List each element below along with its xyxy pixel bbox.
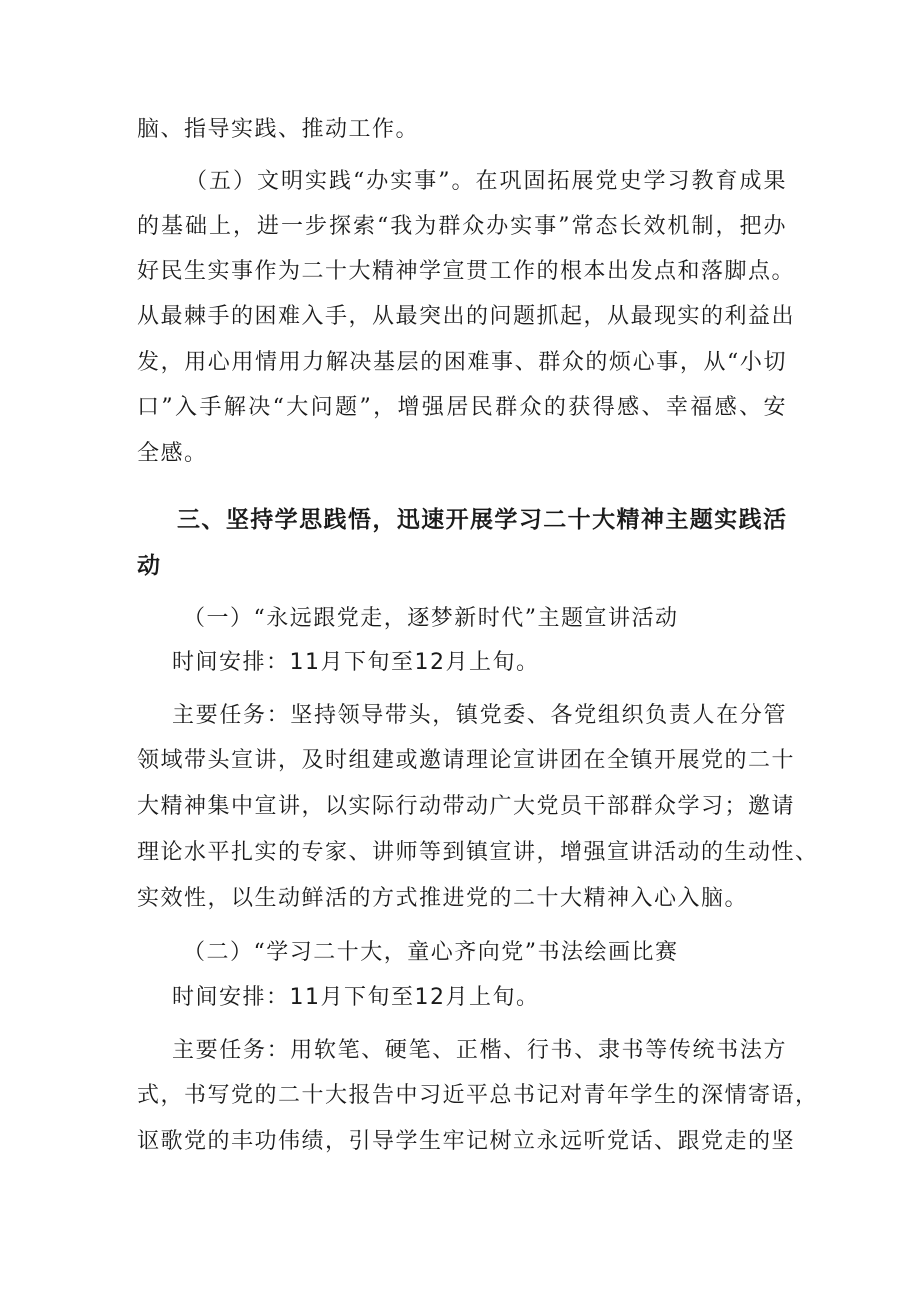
text-line-1: 脑、指导实践、推动工作。 [137, 117, 420, 142]
text-line-6: 发，用心用情用力解决基层的困难事、群众的烦心事，从“小切 [137, 350, 787, 375]
task-line-5: 实效性，以生动鲜活的方式推进党的二十大精神入心入脑。 [137, 886, 749, 911]
text-line-4: 好民生实事作为二十大精神学宣贯工作的根本出发点和落脚点。 [137, 259, 796, 284]
task-line-4: 理论水平扎实的专家、讲师等到镇宣讲，增强宣讲活动的生动性、 [137, 840, 819, 865]
task-line-1: 主要任务：坚持领导带头，镇党委、各党组织负责人在分管 [172, 703, 787, 728]
task-line-3: 大精神集中宣讲，以实际行动带动广大党员干部群众学习；邀请 [137, 794, 796, 819]
subsection-title-2: （二）“学习二十大，童心齐向党”书法绘画比赛 [183, 940, 679, 965]
text-line-8: 全感。 [137, 441, 208, 466]
section-heading: 三、坚持学思践悟，迅速开展学习二十大精神主题实践活 [177, 507, 787, 533]
schedule-line-1: 时间安排：11月下旬至12月上旬。 [172, 650, 540, 675]
text-line-3: 的基础上，进一步探索“我为群众办实事”常态长效机制，把办 [137, 214, 787, 239]
section-heading-cont: 动 [137, 553, 161, 579]
task2-line-1: 主要任务：用软笔、硬笔、正楷、行书、隶书等传统书法方 [172, 1038, 787, 1063]
subsection-title-1: （一）“永远跟党走，逐梦新时代”主题宣讲活动 [183, 606, 679, 631]
text-line-2: （五）文明实践“办实事”。在巩固拓展党史学习教育成果 [185, 169, 787, 194]
task2-line-2: 式，书写党的二十大报告中习近平总书记对青年学生的深情寄语， [137, 1083, 819, 1108]
schedule-line-2: 时间安排：11月下旬至12月上旬。 [172, 985, 540, 1010]
task2-line-3: 讴歌党的丰功伟绩，引导学生牢记树立永远听党话、跟党走的坚 [137, 1129, 796, 1154]
task-line-2: 领域带头宣讲，及时组建或邀请理论宣讲团在全镇开展党的二十 [137, 748, 796, 773]
text-line-5: 从最棘手的困难入手，从最突出的问题抓起，从最现实的利益出 [137, 304, 796, 329]
text-line-7: 口”入手解决“大问题”，增强居民群众的获得感、幸福感、安 [137, 395, 787, 420]
